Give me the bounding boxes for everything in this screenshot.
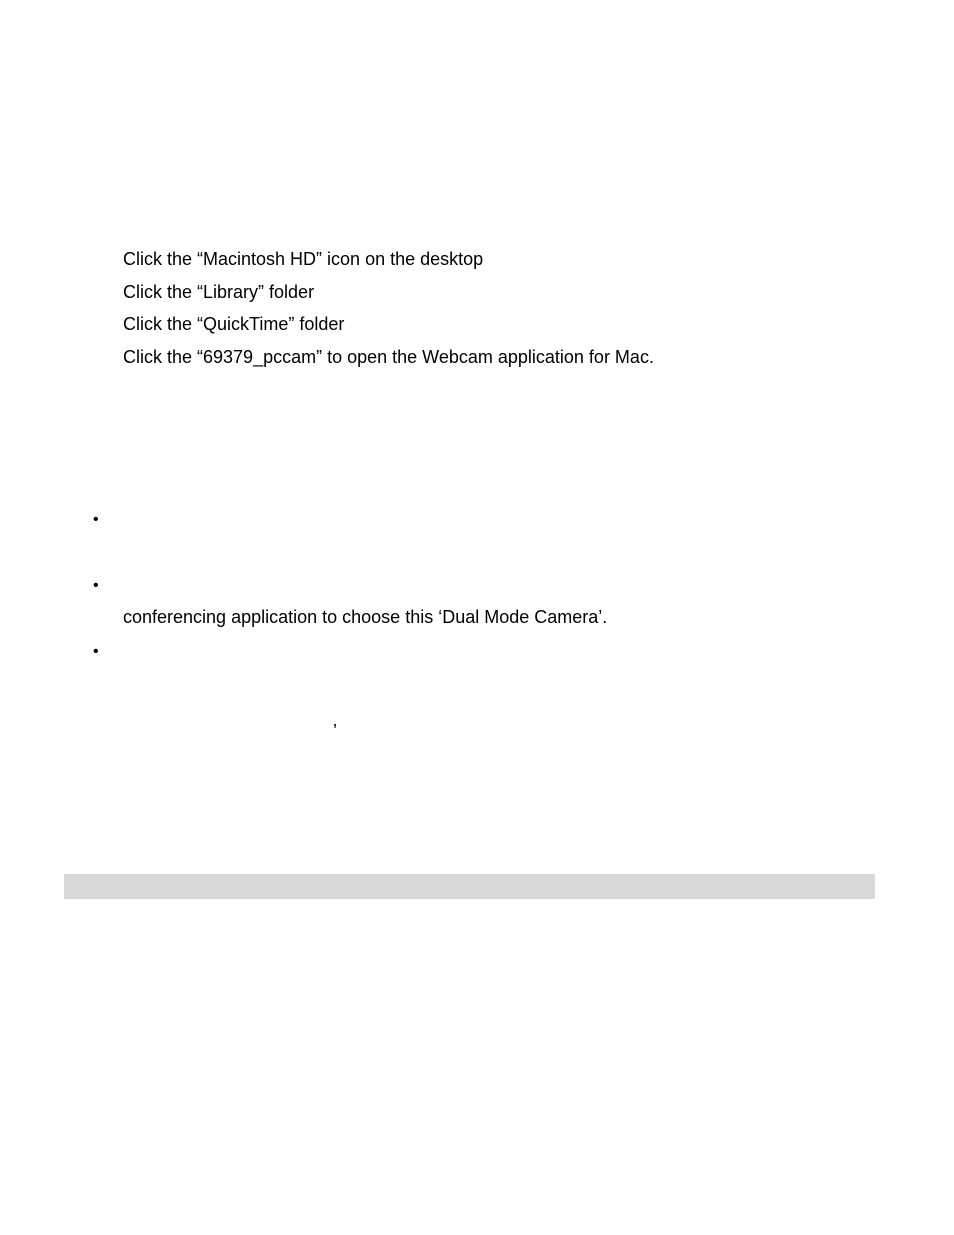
bullet-3: • — [93, 643, 99, 660]
step-quicktime-folder: Click the “QuickTime” folder — [123, 314, 345, 334]
step-macintosh-hd: Click the “Macintosh HD” icon on the desktop — [123, 249, 484, 269]
step-open-pccam: Click the “69379_pccam” to open the Webcam application for Mac. — [123, 347, 654, 367]
stray-apostrophe: ’ — [333, 721, 337, 741]
bullet-1: • — [93, 511, 99, 528]
note-conferencing-text: conferencing application to choose this ‘Dual Mode Camera’. — [123, 607, 608, 627]
bullet-2: • — [93, 577, 99, 594]
step-library-folder: Click the “Library” folder — [123, 282, 315, 302]
section-header-bar — [64, 874, 875, 899]
